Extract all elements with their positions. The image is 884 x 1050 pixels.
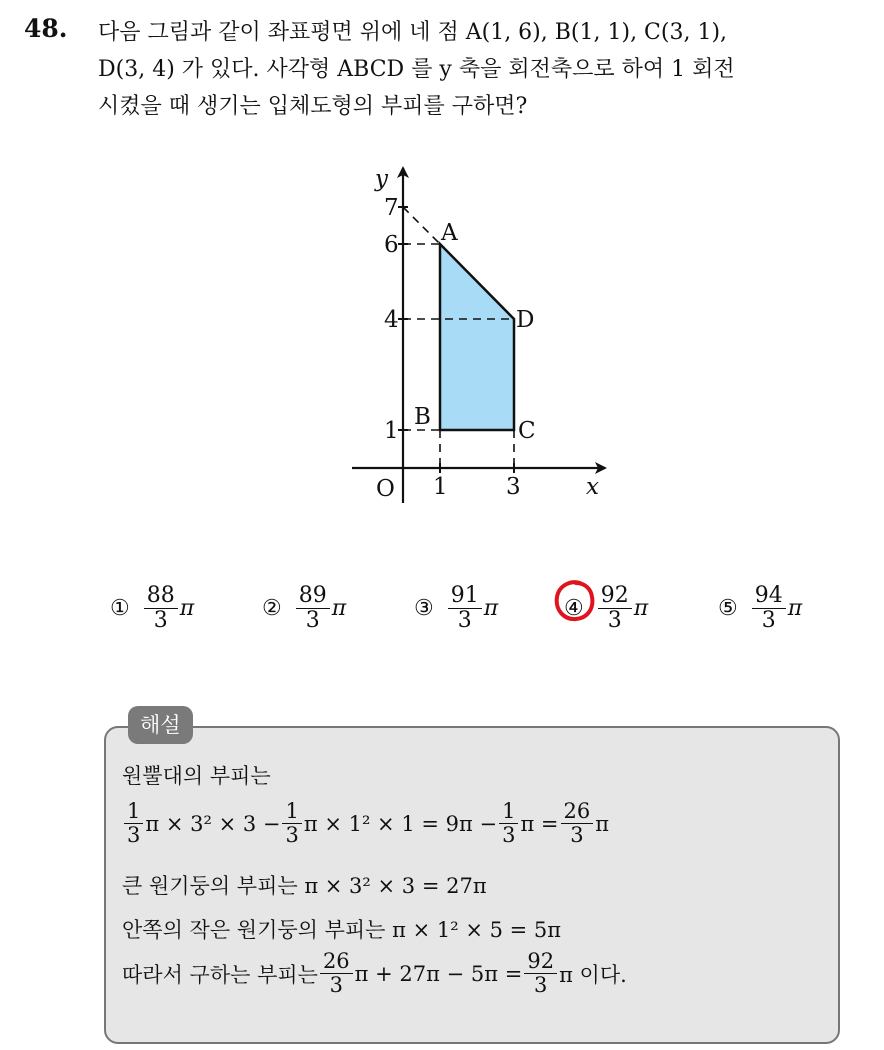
point-label-d: D (516, 307, 535, 333)
origin-label: O (376, 476, 395, 502)
choice-mark-3: ③ (414, 595, 434, 621)
quadrilateral-abcd (440, 244, 514, 430)
point-label-a: A (441, 220, 458, 246)
choice-mark-5: ⑤ (718, 595, 738, 621)
choice-3[interactable]: ③ $\frac{91}{3}$ π (414, 582, 499, 633)
choice-fraction-3: $\frac{91}{3}$ (448, 584, 482, 633)
solution-line-2: $\frac{1}{3}$ π × 3² × 3 − $\frac{1}{3}$ π × 1² × 1 = 9π − $\frac{1}{3}$ π = $\frac{26}{3}$ π (122, 800, 609, 847)
choice-1[interactable]: ① $\frac{88}{3}$ π (110, 582, 195, 633)
solution-line-1: 원뿔대의 부피는 (122, 764, 271, 788)
choice-fraction-2: $\frac{89}{3}$ (296, 584, 330, 633)
choice-fraction-5: $\frac{94}{3}$ (752, 584, 786, 633)
choice-2[interactable]: ② $\frac{89}{3}$ π (262, 582, 347, 633)
choice-mark-1: ① (110, 595, 130, 621)
solution-line-5: 따라서 구하는 부피는 $\frac{26}{3}$ π + 27π − 5π = $\frac{92}{3}$ π 이다. (122, 949, 627, 997)
point-label-b: B (414, 404, 431, 430)
y-tick-label-1: 1 (384, 418, 399, 444)
choice-mark-2: ② (262, 595, 282, 621)
solution-tag: 해설 (128, 706, 193, 744)
point-label-c: C (518, 418, 536, 444)
y-tick-label-4: 4 (384, 307, 399, 333)
y-tick-label-6: 6 (384, 232, 399, 258)
choice-4[interactable]: ④ $\frac{92}{3}$ π (564, 582, 649, 633)
choice-fraction-4: $\frac{92}{3}$ (598, 584, 632, 633)
y-tick-label-7: 7 (384, 195, 399, 221)
choice-5[interactable]: ⑤ $\frac{94}{3}$ π (718, 582, 803, 633)
question-line-2: D(3, 4) 가 있다. 사각형 ABCD 를 y 축을 회전축으로 하여 1 회전 (98, 57, 735, 82)
x-axis-label: x (586, 474, 599, 500)
choice-mark-4: ④ (564, 595, 584, 621)
choice-fraction-1: $\frac{88}{3}$ (144, 584, 178, 633)
solution-line-4: 안쪽의 작은 원기둥의 부피는 π × 1² × 5 = 5π (122, 918, 562, 942)
question-number: 48. (24, 14, 68, 43)
question-line-3: 시켰을 때 생기는 입체도형의 부피를 구하면? (98, 94, 528, 119)
question-line-1: 다음 그림과 같이 좌표평면 위에 네 점 A(1, 6), B(1, 1), C(3, 1), (98, 20, 728, 45)
solution-line-3: 큰 원기둥의 부피는 π × 3² × 3 = 27π (122, 874, 487, 898)
x-tick-label-3: 3 (506, 474, 521, 500)
x-tick-label-1: 1 (433, 474, 448, 500)
y-axis-label: y (375, 166, 388, 192)
answer-circle-mark (552, 578, 598, 624)
